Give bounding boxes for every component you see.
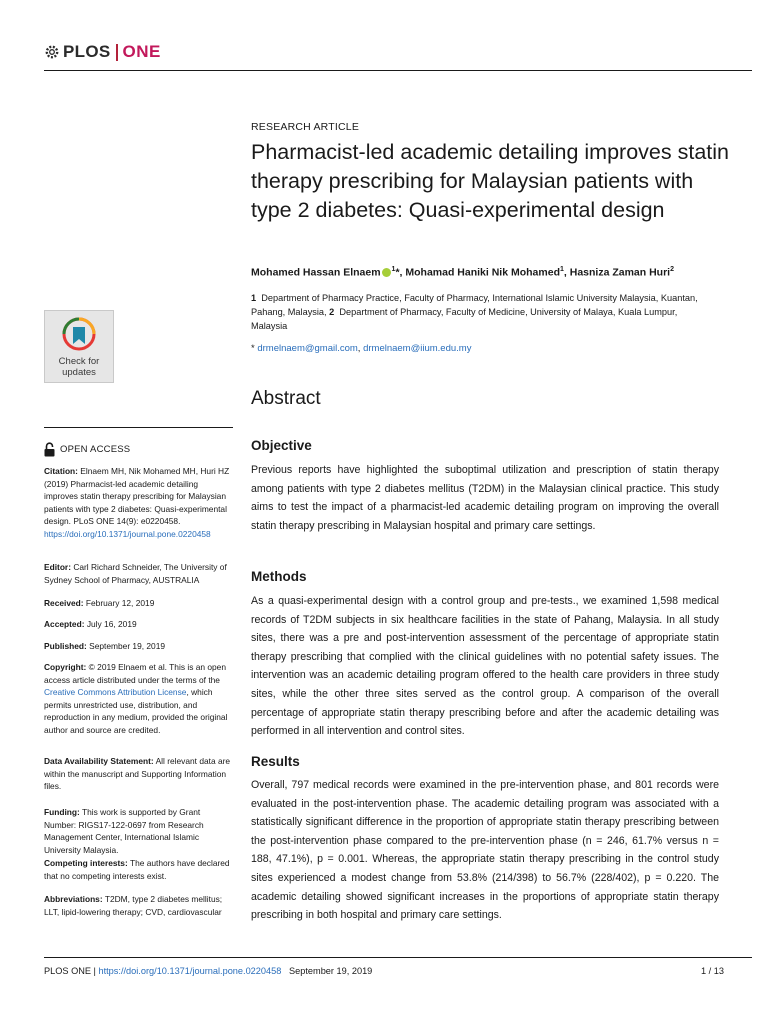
author-separator: *,: [395, 266, 406, 279]
editor-label: Editor:: [44, 562, 71, 572]
editor-text: Carl Richard Schneider, The University of Sydney School of Pharmacy, AUSTRALIA: [44, 562, 227, 585]
check-updates-icon: [62, 317, 96, 351]
footer: [44, 966, 372, 976]
author-separator: ,: [563, 266, 570, 279]
author-list: [251, 266, 751, 279]
author-affiliation-sup: 1: [559, 266, 564, 273]
corresponding-email: [251, 343, 471, 354]
copyright-block: [44, 661, 234, 737]
objective-heading: Objective: [251, 438, 312, 453]
author-name[interactable]: Mohamad Haniki Nik Mohamed: [405, 266, 560, 279]
copyright-label: Copyright:: [44, 662, 87, 672]
author-affiliation-sup: 2: [670, 266, 675, 273]
competing-interests-text: The authors have declared that no competing interests exist.: [44, 858, 230, 881]
results-heading: Results: [251, 754, 300, 769]
logo-plos-text: PLOS: [63, 42, 111, 61]
footer-rule: [44, 957, 752, 958]
affiliation-number: 1: [251, 293, 257, 303]
published-label: Published:: [44, 641, 87, 651]
gear-icon: [44, 44, 60, 60]
open-access-text: OPEN ACCESS: [60, 444, 131, 455]
abbreviations-text: T2DM, type 2 diabetes mellitus; LLT, lipid-lowering therapy; CVD, cardiovascular: [44, 894, 223, 917]
data-availability-block: [44, 755, 234, 793]
email-link[interactable]: drmelnaem@gmail.com: [257, 343, 358, 354]
funding-text: This work is supported by Grant Number: RIGS17-122-0697 from Research Management Center, International Islamic University Malaysia.: [44, 807, 204, 855]
check-for-updates-badge[interactable]: [44, 310, 114, 383]
open-lock-icon: [44, 442, 55, 457]
author-affiliation-sup: 1: [391, 266, 396, 273]
affiliation-text: Department of Pharmacy, Faculty of Medicine, University of Malaya, Kuala Lumpur, Malaysia: [251, 307, 678, 331]
accepted-label: Accepted:: [44, 619, 85, 629]
accepted-block: [44, 618, 234, 631]
citation-doi-link[interactable]: https://doi.org/10.1371/journal.pone.0220458: [44, 528, 211, 539]
author-name[interactable]: Mohamed Hassan Elnaem: [251, 266, 381, 279]
data-availability-text: All relevant data are within the manuscript and Supporting Information files.: [44, 756, 231, 792]
methods-heading: Methods: [251, 569, 307, 584]
abstract-heading: Abstract: [251, 388, 321, 409]
check-updates-line2: updates: [62, 367, 96, 378]
email-star: *: [251, 343, 255, 354]
orcid-icon[interactable]: [382, 268, 391, 277]
logo-one-text: ONE: [122, 42, 161, 61]
abbreviations-block: [44, 893, 234, 918]
methods-text: As a quasi-experimental design with a control group and pre-tests., we examined 1,598 medical records of T2DM subjects in six healthcare facilities in the state of Pahang, Malaysia. In all study sites, there was a pre and post-intervention assessment of the percentage of appropriate statin therapy prescribing that complied with the clinical guidelines with no potential safety issues. The intervention was an academic detailing program offered to the health care providers in three study sites, while the other three sites served as the control group. A comparison of the overall percentage of appropriate statin therapy prescribing before and after the academic detailing was performed in all intervention and control sites.: [251, 595, 719, 738]
copyright-text: © 2019 Elnaem et al. This is an open access article distributed under the terms of the: [44, 662, 226, 685]
citation-block: [44, 465, 234, 541]
footer-journal: PLOS ONE |: [44, 966, 99, 976]
email-link[interactable]: drmelnaem@iium.edu.my: [363, 343, 472, 354]
article-title: Pharmacist-led academic detailing improves statin therapy prescribing for Malaysian patients with type 2 diabetes: Quasi-experimental design: [251, 140, 729, 222]
results-text: Overall, 797 medical records were examined in the pre-intervention phase, and 801 records were evaluated in the post-intervention phase. The academic detailing program was associated with a statistically significant difference in the proportion of appropriate statin therapy prescribing between the post-intervention phase compared to the pre-intervention phase (n = 246, 61.7% versus n = 188, 47.1%), p = 0.001. Whereas, the appropriate statin therapy prescribing in the control study sites experienced a modest change from 53.8% (214/398) to 56.7% (228/402), p = 0.220. The academic detailing showed significant increases in the proportions of appropriate statin therapy prescribing in both hospital and primary care settings.: [251, 779, 719, 922]
copyright-text-cont: , which permits unrestricted use, distribution, and reproduction in any medium, provided the original author and source are credited.: [44, 687, 228, 735]
competing-interests-block: [44, 857, 234, 882]
accepted-date: July 16, 2019: [86, 619, 137, 629]
article-type: RESEARCH ARTICLE: [251, 121, 360, 133]
citation-label: Citation:: [44, 466, 78, 476]
sidebar-rule: [44, 427, 233, 428]
abbreviations-label: Abbreviations:: [44, 894, 103, 904]
footer-doi-link[interactable]: https://doi.org/10.1371/journal.pone.0220458: [98, 966, 282, 976]
received-date: February 12, 2019: [85, 598, 155, 608]
check-updates-line1: Check for: [58, 356, 100, 367]
received-block: [44, 597, 234, 610]
funding-label: Funding:: [44, 807, 80, 817]
published-date: September 19, 2019: [89, 641, 166, 651]
published-block: [44, 640, 234, 653]
open-access-label: [44, 442, 130, 457]
editor-block: [44, 561, 234, 586]
license-link[interactable]: Creative Commons Attribution License: [44, 687, 187, 698]
objective-text: Previous reports have highlighted the suboptimal utilization and prescription of statin therapy among patients with type 2 diabetes mellitus (T2DM) in the Malaysian clinical practice. This study aims to test the impact of a pharmacist-led academic detailing program on improving the overall statin therapy prescribing in Malaysian hospital and primary care settings.: [251, 464, 719, 532]
plos-one-logo[interactable]: [44, 41, 161, 63]
affiliations: [251, 291, 711, 333]
email-separator: ,: [357, 343, 364, 354]
logo-divider: [116, 44, 118, 61]
affiliation-number: 2: [329, 307, 335, 317]
funding-block: [44, 806, 234, 856]
received-label: Received:: [44, 598, 84, 608]
data-availability-label: Data Availability Statement:: [44, 756, 154, 766]
author-name[interactable]: Hasniza Zaman Huri: [569, 266, 671, 279]
header-rule: [44, 70, 752, 71]
competing-interests-label: Competing interests:: [44, 858, 128, 868]
footer-date: September 19, 2019: [289, 966, 373, 976]
affiliation-text: Department of Pharmacy Practice, Faculty of Pharmacy, International Islamic University Malaysia, Kuantan, Pahang, Malaysia,: [251, 293, 698, 317]
citation-text: Elnaem MH, Nik Mohamed MH, Huri HZ (2019) Pharmacist-led academic detailing improves statin therapy prescribing for Malaysian patients with type 2 diabetes: Quasi-experimental design. PLoS ONE 14(9): e0220458.: [44, 466, 230, 527]
page-number: 1 / 13: [701, 966, 724, 976]
